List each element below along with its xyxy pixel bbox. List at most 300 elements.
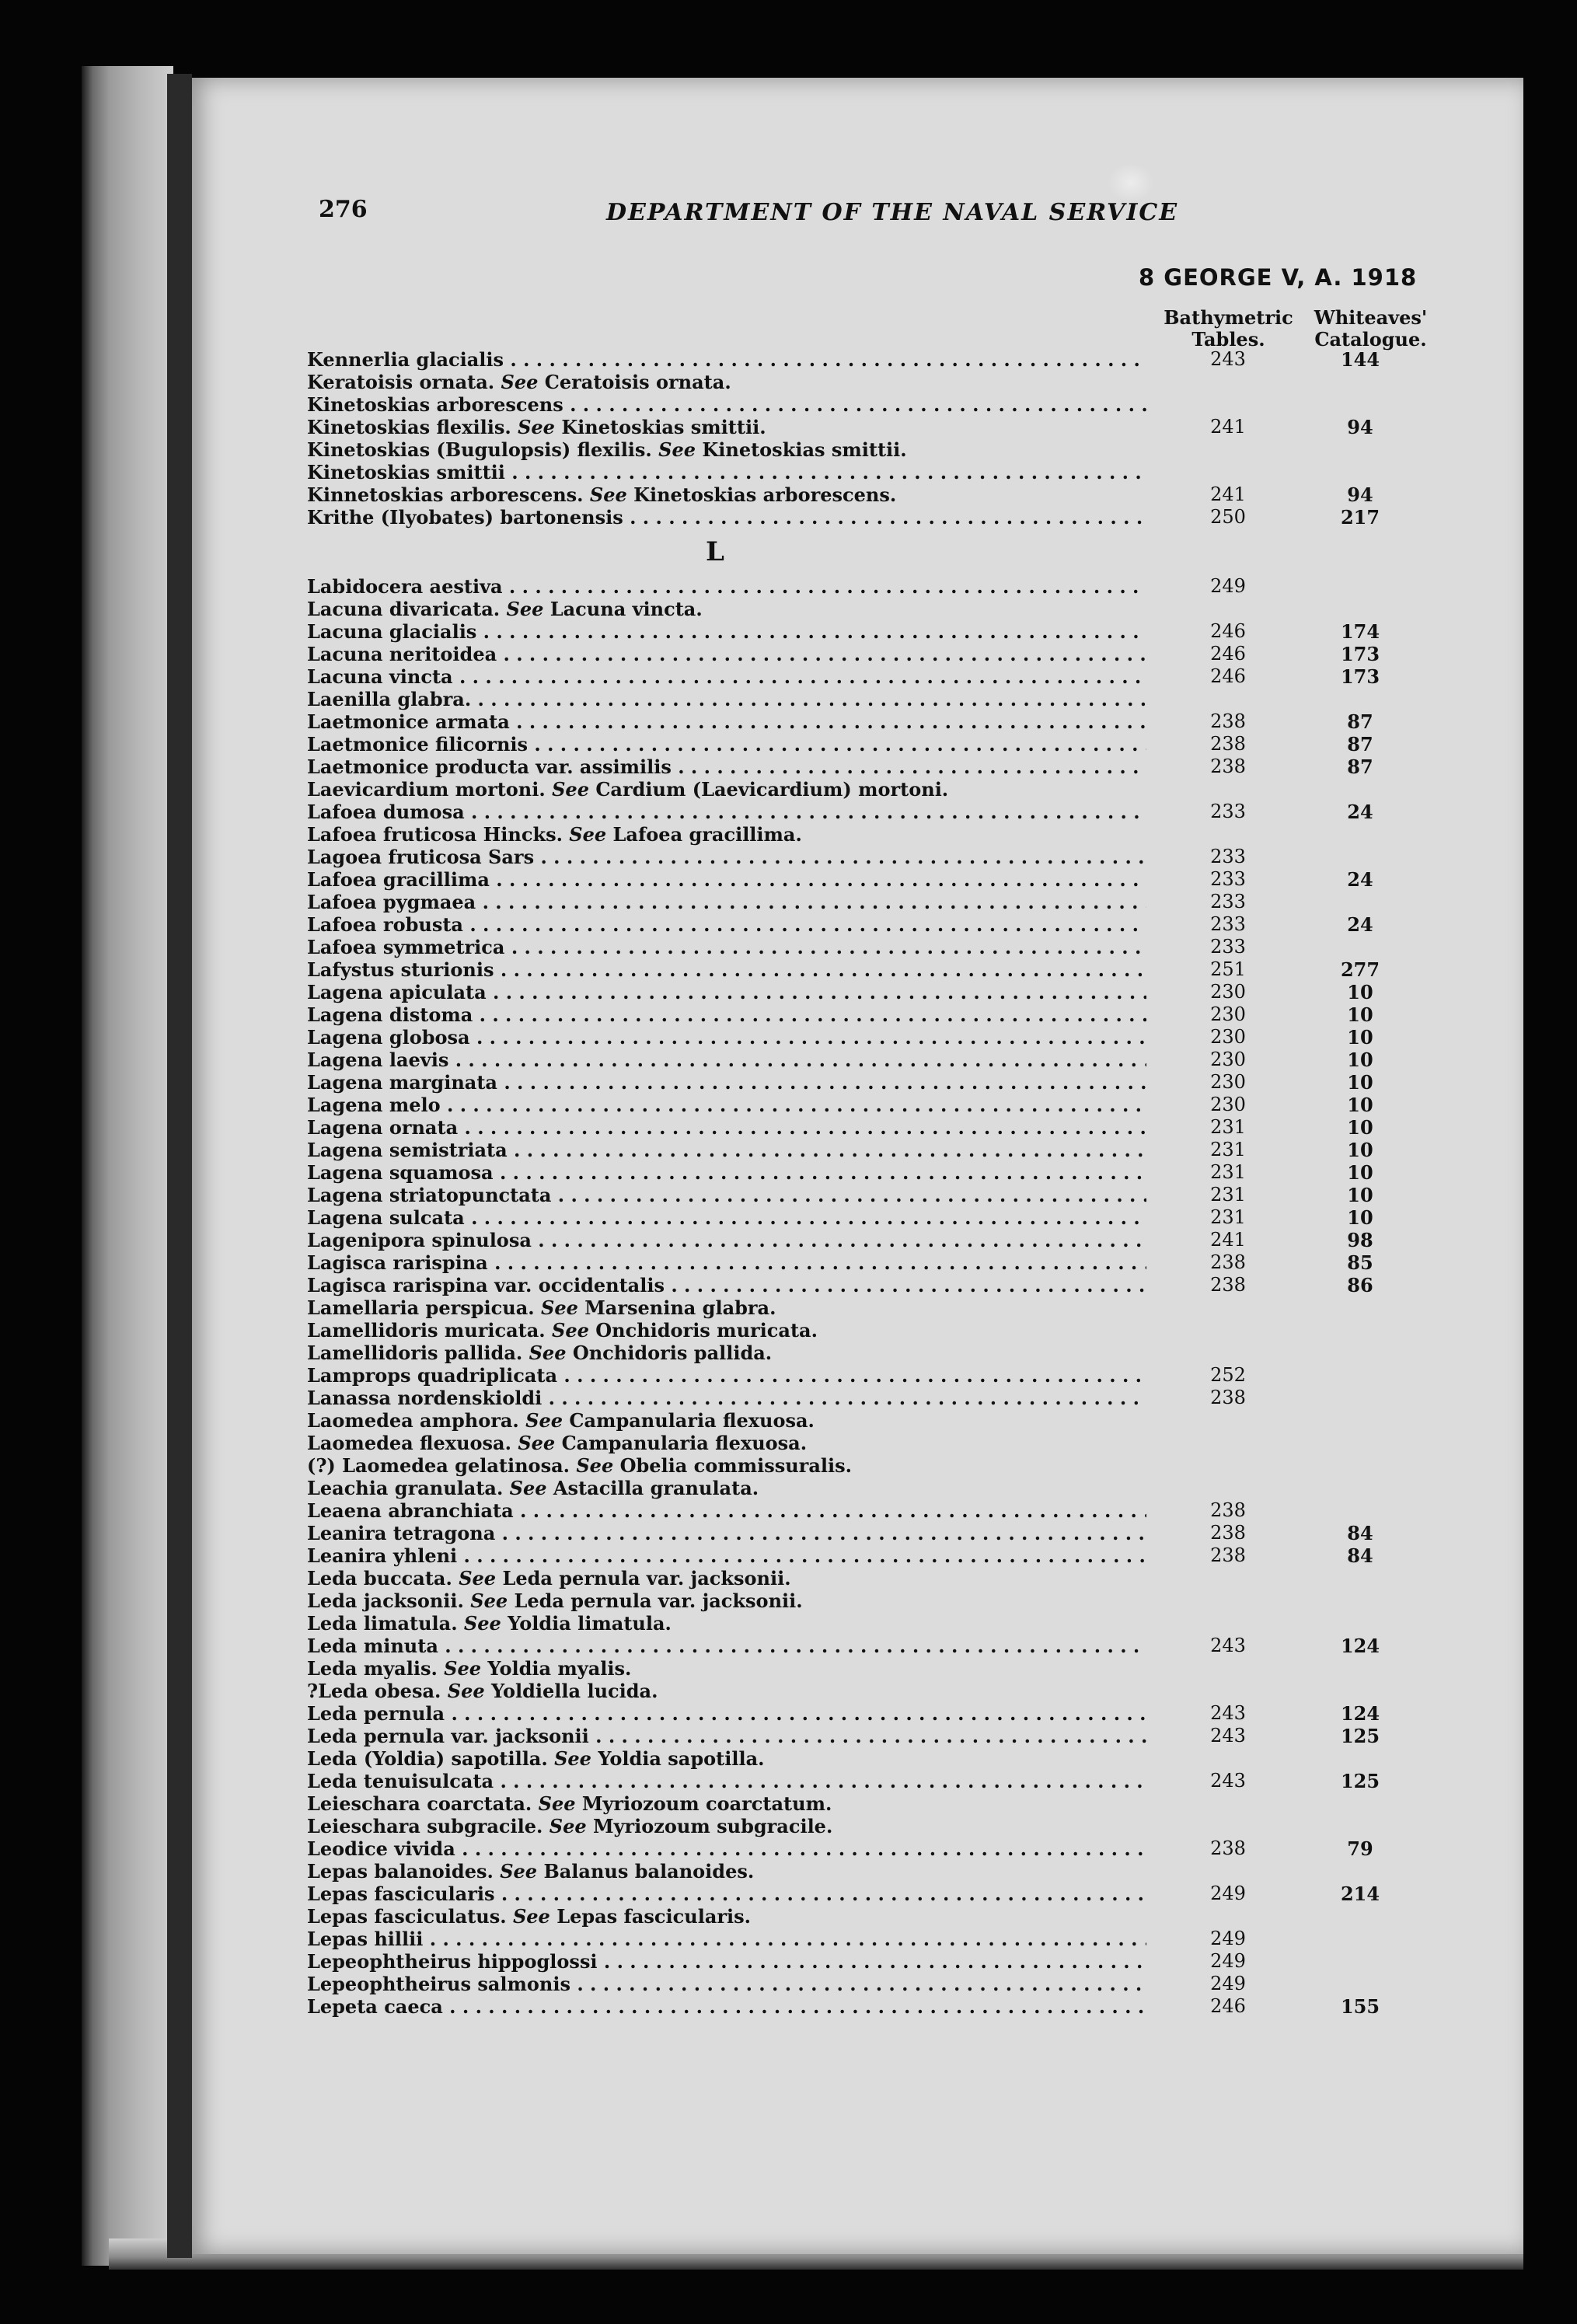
whiteaves-page: 10 — [1347, 1026, 1373, 1049]
entry-name — [307, 1161, 1146, 1184]
entry-taxon: Lagena melo — [307, 1094, 441, 1116]
entry-taxon: Lanassa nordenskioldi — [307, 1387, 543, 1409]
cross-reference: Kinetoskias arborescens. — [633, 483, 897, 506]
bathymetric-page: 230 — [1210, 981, 1246, 1003]
bathymetric-page: 243 — [1210, 1635, 1246, 1656]
entry-name — [307, 981, 1146, 1003]
entry-taxon: Kinetoskias (Bugulopsis) flexilis. — [307, 438, 652, 461]
entry-taxon: Leaena abranchiata — [307, 1499, 514, 1522]
entry-name — [307, 755, 1146, 778]
see-label: See — [545, 1319, 596, 1342]
entry-name — [307, 1251, 1146, 1274]
bathymetric-page: 241 — [1210, 1229, 1246, 1251]
entry-name — [307, 1184, 1146, 1206]
index-entry — [307, 1837, 1450, 1860]
cross-reference: Lafoea gracillima. — [612, 823, 802, 846]
index-entry — [307, 1206, 1450, 1229]
entry-name — [307, 688, 1146, 710]
index-entry — [307, 1905, 1450, 1928]
see-label: See — [569, 1454, 620, 1477]
index-entry — [307, 1544, 1450, 1567]
index-entry — [307, 1522, 1450, 1544]
entry-name — [307, 1206, 1146, 1229]
entry-taxon: Lamellaria perspicua. — [307, 1296, 535, 1319]
bathymetric-page: 249 — [1210, 575, 1246, 597]
entry-taxon: Lafoea fruticosa Hincks. — [307, 823, 563, 846]
index-entry — [307, 1116, 1450, 1139]
index-entry — [307, 1589, 1450, 1612]
index-entry — [307, 778, 1450, 801]
index-entry — [307, 643, 1450, 665]
entry-taxon: Leda pernula — [307, 1702, 445, 1725]
entry-taxon: Laomedea flexuosa. — [307, 1432, 511, 1454]
index-entry — [307, 575, 1450, 598]
cross-reference: Campanularia flexuosa. — [561, 1432, 808, 1454]
index-entry — [307, 868, 1450, 891]
index-entry — [307, 1499, 1450, 1522]
index-entry — [307, 1770, 1450, 1792]
entry-taxon: Laenilla glabra. — [307, 688, 472, 710]
index-entry — [307, 733, 1450, 755]
cross-reference: Balanus balanoides. — [543, 1860, 755, 1883]
whiteaves-page: 24 — [1347, 913, 1373, 936]
index-entry — [307, 1049, 1450, 1071]
see-label: See — [457, 1612, 508, 1635]
whiteaves-page: 217 — [1340, 506, 1380, 529]
index-entry — [307, 1026, 1450, 1049]
entry-taxon: Lagisca rarispina — [307, 1251, 488, 1274]
entry-name — [307, 1612, 1146, 1635]
see-label: See — [511, 1432, 562, 1454]
whiteaves-page: 94 — [1347, 416, 1373, 438]
entry-taxon: Kinetoskias smittii — [307, 461, 505, 483]
page-number: 276 — [319, 196, 368, 223]
index-entry — [307, 598, 1450, 620]
entry-name — [307, 1139, 1146, 1161]
whiteaves-page: 277 — [1340, 958, 1380, 981]
entry-name — [307, 1003, 1146, 1026]
see-label: See — [452, 1567, 503, 1589]
bathymetric-page: 249 — [1210, 1973, 1246, 1994]
bathymetric-page: 238 — [1210, 1274, 1246, 1296]
entry-taxon: Lepeophtheirus salmonis — [307, 1973, 570, 1995]
entry-name — [307, 620, 1146, 643]
entry-taxon: Lafoea pygmaea — [307, 891, 476, 913]
see-label: See — [511, 416, 562, 438]
entry-taxon: Lagoea fruticosa Sars — [307, 846, 535, 868]
see-label: See — [503, 1477, 553, 1499]
whiteaves-page: 86 — [1347, 1274, 1373, 1296]
bathymetric-page: 238 — [1210, 1544, 1246, 1566]
entry-name — [307, 371, 1146, 393]
bathymetric-page: 238 — [1210, 1251, 1246, 1273]
whiteaves-page: 10 — [1347, 1206, 1373, 1229]
entry-taxon: Lafoea robusta — [307, 913, 463, 936]
cross-reference: Onchidoris muricata. — [595, 1319, 818, 1342]
index-entry — [307, 1229, 1450, 1251]
running-head: DEPARTMENT OF THE NAVAL SERVICE — [606, 199, 1179, 226]
entry-name — [307, 1387, 1146, 1409]
entry-taxon: Lafystus sturionis — [307, 958, 494, 981]
entry-taxon: Lagena apiculata — [307, 981, 487, 1003]
entry-taxon: Lagena sulcata — [307, 1206, 465, 1229]
entry-taxon: Lafoea symmetrica — [307, 936, 505, 958]
entry-name — [307, 1296, 1146, 1319]
see-label: See — [463, 1589, 515, 1612]
entry-name — [307, 506, 1146, 529]
index-entry — [307, 1342, 1450, 1364]
entry-taxon: Lagena ornata — [307, 1116, 459, 1139]
column-header-line: Catalogue. — [1314, 328, 1427, 351]
entry-name — [307, 891, 1146, 913]
cross-reference: Lacuna vincta. — [550, 598, 703, 620]
bathymetric-page: 249 — [1210, 1950, 1246, 1972]
index-entry — [307, 1815, 1450, 1837]
see-label: See — [534, 1296, 585, 1319]
cross-reference: Obelia commissuralis. — [619, 1454, 852, 1477]
entry-name — [307, 1995, 1146, 2018]
book-spine-shadow — [167, 74, 192, 2258]
entry-name — [307, 1635, 1146, 1657]
entry-name — [307, 913, 1146, 936]
entry-name — [307, 823, 1146, 846]
entry-name — [307, 1815, 1146, 1837]
bathymetric-page: 233 — [1210, 936, 1246, 958]
bathymetric-page: 231 — [1210, 1116, 1246, 1138]
entry-taxon: Kinetoskias arborescens — [307, 393, 563, 416]
index-entry — [307, 710, 1450, 733]
whiteaves-page: 10 — [1347, 1003, 1373, 1026]
index-entry — [307, 1139, 1450, 1161]
whiteaves-page: 125 — [1340, 1770, 1380, 1792]
entry-name — [307, 461, 1146, 483]
entry-taxon: Lepas fasciculatus. — [307, 1905, 507, 1928]
section-letter: L — [706, 536, 724, 567]
whiteaves-page: 94 — [1347, 483, 1373, 506]
entry-taxon: Leda buccata. — [307, 1567, 452, 1589]
entry-name — [307, 1747, 1146, 1770]
index-entry — [307, 1432, 1450, 1454]
entry-taxon: Lafoea gracillima — [307, 868, 490, 891]
index-entry — [307, 1409, 1450, 1432]
cross-reference: Astacilla granulata. — [553, 1477, 759, 1499]
bathymetric-page: 230 — [1210, 1049, 1246, 1070]
entry-taxon: Lagisca rarispina var. occidentalis — [307, 1274, 665, 1296]
cross-reference: Campanularia flexuosa. — [569, 1409, 815, 1432]
entry-taxon: Lamellidoris muricata. — [307, 1319, 546, 1342]
entry-taxon: Lagena striatopunctata — [307, 1184, 552, 1206]
entry-taxon: Leanira yhleni — [307, 1544, 458, 1567]
entry-name — [307, 1589, 1146, 1612]
entry-taxon: Leda pernula var. jacksonii — [307, 1725, 589, 1747]
entry-taxon: Laetmonice armata — [307, 710, 510, 733]
index-entry — [307, 958, 1450, 981]
entry-name — [307, 1657, 1146, 1680]
whiteaves-page: 144 — [1340, 348, 1380, 371]
entry-taxon: Leanira tetragona — [307, 1522, 496, 1544]
index-entry — [307, 1161, 1450, 1184]
whiteaves-page: 155 — [1340, 1995, 1380, 2018]
bathymetric-page: 246 — [1210, 620, 1246, 642]
entry-name — [307, 1477, 1146, 1499]
whiteaves-page: 124 — [1340, 1635, 1380, 1657]
entry-name — [307, 416, 1146, 438]
entry-name — [307, 483, 1146, 506]
entry-name — [307, 1499, 1146, 1522]
entry-taxon: Leieschara subgracile. — [307, 1815, 543, 1837]
bathymetric-page: 238 — [1210, 710, 1246, 732]
bathymetric-page: 243 — [1210, 1725, 1246, 1746]
entry-taxon: Leda limatula. — [307, 1612, 458, 1635]
bathymetric-page: 246 — [1210, 643, 1246, 665]
whiteaves-page: 125 — [1340, 1725, 1380, 1747]
bathymetric-page: 231 — [1210, 1206, 1246, 1228]
index-entry — [307, 913, 1450, 936]
entry-taxon: Labidocera aestiva — [307, 575, 503, 598]
index-entry — [307, 801, 1450, 823]
entry-name — [307, 958, 1146, 981]
cross-reference: Kinetoskias smittii. — [561, 416, 766, 438]
entry-name — [307, 733, 1146, 755]
index-entry — [307, 1883, 1450, 1905]
whiteaves-page: 10 — [1347, 1049, 1373, 1071]
index-entry — [307, 1860, 1450, 1883]
index-entry — [307, 1071, 1450, 1094]
bathymetric-page: 230 — [1210, 1003, 1246, 1025]
entry-name — [307, 1274, 1146, 1296]
cross-reference: Leda pernula var. jacksonii. — [514, 1589, 803, 1612]
whiteaves-page: 214 — [1340, 1883, 1380, 1905]
index-entry — [307, 1477, 1450, 1499]
bathymetric-page: 250 — [1210, 506, 1246, 528]
entry-taxon: Lepeophtheirus hippoglossi — [307, 1950, 598, 1973]
session-label: 8 GEORGE V, A. 1918 — [1139, 264, 1418, 291]
cross-reference: Yoldia myalis. — [487, 1657, 632, 1680]
entry-name — [307, 1116, 1146, 1139]
entry-taxon: Lacuna vincta — [307, 665, 453, 688]
whiteaves-page: 98 — [1347, 1229, 1373, 1251]
entry-taxon: Lagena globosa — [307, 1026, 470, 1049]
entry-name — [307, 1342, 1146, 1364]
index-entry — [307, 416, 1450, 438]
index-entry — [307, 461, 1450, 483]
entry-taxon: Lagena semistriata — [307, 1139, 508, 1161]
index-entry — [307, 1973, 1450, 1995]
bathymetric-page: 243 — [1210, 1702, 1246, 1724]
entry-taxon: Lepas fascicularis — [307, 1883, 495, 1905]
bathymetric-page: 233 — [1210, 913, 1246, 935]
see-label: See — [532, 1792, 582, 1815]
cross-reference: Onchidoris pallida. — [572, 1342, 773, 1364]
entry-name — [307, 1364, 1146, 1387]
cross-reference: Yoldia sapotilla. — [598, 1747, 765, 1770]
entry-taxon: Lafoea dumosa — [307, 801, 465, 823]
index-entry — [307, 1950, 1450, 1973]
bathymetric-page: 241 — [1210, 483, 1246, 505]
index-entry — [307, 1184, 1450, 1206]
index-entry — [307, 1725, 1450, 1747]
cross-reference: Leda pernula var. jacksonii. — [502, 1567, 791, 1589]
entry-name — [307, 1454, 1146, 1477]
entry-name — [307, 778, 1146, 801]
whiteaves-page: 10 — [1347, 1094, 1373, 1116]
bathymetric-page: 238 — [1210, 1837, 1246, 1859]
index-entry — [307, 1995, 1450, 2018]
entry-taxon: Lepeta caeca — [307, 1995, 443, 2018]
see-label: See — [500, 598, 550, 620]
bathymetric-page: 246 — [1210, 1995, 1246, 2017]
see-label: See — [547, 1747, 598, 1770]
entry-name — [307, 1702, 1146, 1725]
section-k — [307, 348, 1450, 529]
bathymetric-page: 252 — [1210, 1364, 1246, 1386]
bathymetric-page: 238 — [1210, 1387, 1246, 1408]
index-entry — [307, 483, 1450, 506]
entry-name — [307, 1522, 1146, 1544]
entry-name — [307, 1837, 1146, 1860]
whiteaves-page: 85 — [1347, 1251, 1373, 1274]
index-entry — [307, 620, 1450, 643]
index-entry — [307, 1680, 1450, 1702]
entry-taxon: Kennerlia glacialis — [307, 348, 504, 371]
see-label: See — [583, 483, 634, 506]
cross-reference: Kinetoskias smittii. — [702, 438, 907, 461]
index-list — [307, 348, 1450, 2018]
entry-taxon: Leodice vivida — [307, 1837, 455, 1860]
entry-taxon: Lamellidoris pallida. — [307, 1342, 523, 1364]
whiteaves-page: 84 — [1347, 1522, 1373, 1544]
entry-name — [307, 1049, 1146, 1071]
index-entry — [307, 1319, 1450, 1342]
bathymetric-page: 233 — [1210, 868, 1246, 890]
column-header-line: Tables. — [1191, 328, 1265, 351]
book-edge — [82, 66, 173, 2266]
whiteaves-page: 173 — [1340, 643, 1380, 665]
whiteaves-page: 79 — [1347, 1837, 1373, 1860]
bathymetric-page: 233 — [1210, 846, 1246, 867]
entry-name — [307, 393, 1146, 416]
bathymetric-page: 230 — [1210, 1026, 1246, 1048]
entry-taxon: Leda myalis. — [307, 1657, 438, 1680]
whiteaves-page: 24 — [1347, 801, 1373, 823]
cross-reference: Yoldia limatula. — [508, 1612, 672, 1635]
entry-taxon: Laomedea amphora. — [307, 1409, 519, 1432]
entry-taxon: Lagenipora spinulosa — [307, 1229, 532, 1251]
entry-name — [307, 1229, 1146, 1251]
index-entry — [307, 438, 1450, 461]
bathymetric-page: 238 — [1210, 733, 1246, 755]
whiteaves-page: 173 — [1340, 665, 1380, 688]
cross-reference: Myriozoum coarctatum. — [581, 1792, 832, 1815]
entry-name — [307, 1860, 1146, 1883]
entry-name — [307, 1567, 1146, 1589]
index-entry — [307, 1454, 1450, 1477]
entry-name — [307, 1319, 1146, 1342]
index-entry — [307, 981, 1450, 1003]
bathymetric-page: 249 — [1210, 1883, 1246, 1904]
entry-name — [307, 575, 1146, 598]
whiteaves-page: 124 — [1340, 1702, 1380, 1725]
index-entry — [307, 755, 1450, 778]
entry-taxon: Laetmonice producta var. assimilis — [307, 755, 672, 778]
index-entry — [307, 1003, 1450, 1026]
entry-name — [307, 348, 1146, 371]
whiteaves-page: 24 — [1347, 868, 1373, 891]
bathymetric-page: 238 — [1210, 1499, 1246, 1521]
bathymetric-page: 243 — [1210, 348, 1246, 370]
index-entry — [307, 393, 1450, 416]
entry-taxon: Lacuna neritoidea — [307, 643, 497, 665]
whiteaves-page: 87 — [1347, 733, 1373, 755]
entry-name — [307, 1928, 1146, 1950]
entry-name — [307, 801, 1146, 823]
see-label: See — [651, 438, 703, 461]
index-entry — [307, 1792, 1450, 1815]
entry-name — [307, 1409, 1146, 1432]
index-entry — [307, 1094, 1450, 1116]
index-entry — [307, 1567, 1450, 1589]
entry-name — [307, 598, 1146, 620]
index-entry — [307, 891, 1450, 913]
entry-taxon: Lagena distoma — [307, 1003, 473, 1026]
entry-taxon: (?) Laomedea gelatinosa. — [307, 1454, 570, 1477]
entry-taxon: Leda jacksonii. — [307, 1589, 464, 1612]
bathymetric-page: 243 — [1210, 1770, 1246, 1792]
index-entry — [307, 1635, 1450, 1657]
entry-taxon: Lagena squamosa — [307, 1161, 494, 1184]
index-entry — [307, 1251, 1450, 1274]
entry-name — [307, 936, 1146, 958]
bathymetric-page: 231 — [1210, 1139, 1246, 1160]
index-entry — [307, 1702, 1450, 1725]
index-entry — [307, 1364, 1450, 1387]
index-entry — [307, 371, 1450, 393]
see-label: See — [493, 1860, 544, 1883]
entry-name — [307, 1071, 1146, 1094]
entry-taxon: Lepas balanoides. — [307, 1860, 494, 1883]
entry-taxon: Leda minuta — [307, 1635, 438, 1657]
entry-taxon: Kinnetoskias arborescens. — [307, 483, 584, 506]
whiteaves-page: 10 — [1347, 1071, 1373, 1094]
whiteaves-page: 10 — [1347, 1184, 1373, 1206]
see-label: See — [545, 778, 596, 801]
entry-name — [307, 1950, 1146, 1973]
whiteaves-page: 10 — [1347, 1116, 1373, 1139]
entry-name — [307, 868, 1146, 891]
column-header-line: Bathymetric — [1164, 306, 1293, 329]
paper-blemish — [1108, 163, 1154, 202]
bathymetric-page: 230 — [1210, 1094, 1246, 1115]
see-label: See — [506, 1905, 557, 1928]
entry-taxon: Kinetoskias flexilis. — [307, 416, 511, 438]
entry-taxon: Lacuna glacialis — [307, 620, 477, 643]
bathymetric-page: 238 — [1210, 755, 1246, 777]
cross-reference: Ceratoisis ornata. — [544, 371, 731, 393]
entry-name — [307, 1026, 1146, 1049]
column-header-bathymetric — [1149, 307, 1308, 351]
index-entry — [307, 1657, 1450, 1680]
see-label: See — [562, 823, 613, 846]
index-entry — [307, 1612, 1450, 1635]
cross-reference: Yoldiella lucida. — [490, 1680, 658, 1702]
entry-name — [307, 710, 1146, 733]
bathymetric-page: 249 — [1210, 1928, 1246, 1949]
bathymetric-page: 231 — [1210, 1161, 1246, 1183]
index-entry — [307, 936, 1450, 958]
see-label: See — [437, 1657, 488, 1680]
index-entry — [307, 1387, 1450, 1409]
entry-taxon: ?Leda obesa. — [307, 1680, 441, 1702]
